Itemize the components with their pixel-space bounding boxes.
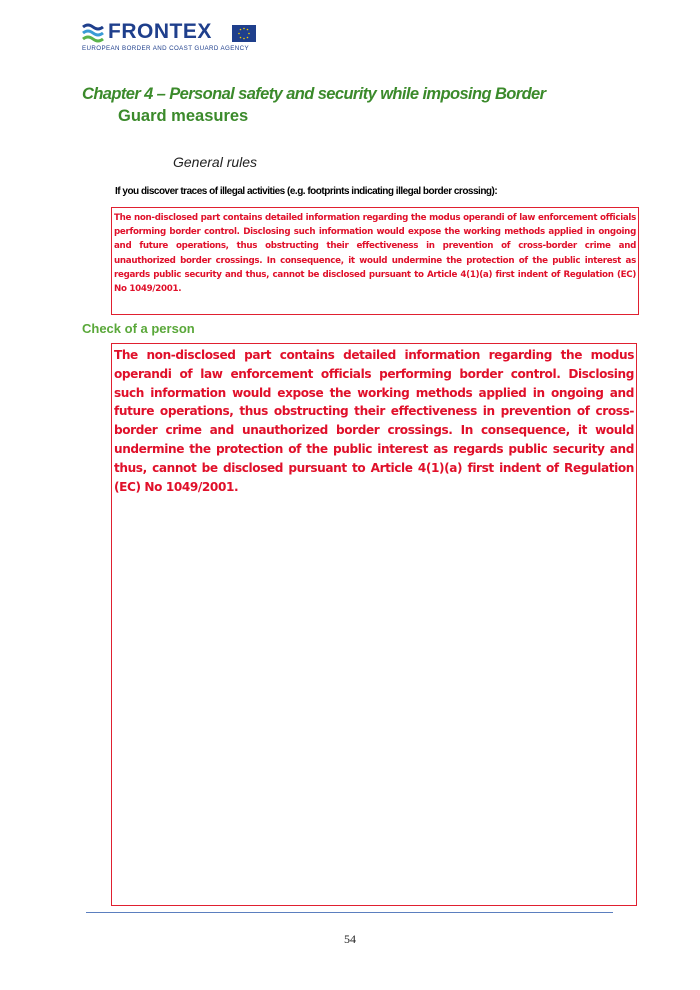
redaction-box-2 xyxy=(111,343,637,906)
redaction-notice-2: The non-disclosed part contains detailed information regarding the modus operandi of law enforcement officials performing border control. Disclosing such information would expose the working methods applied in ongoing and future operations, thus obstructing their effectiveness in prevention of cross-border crime and unauthorized border crossings. In consequence, it would undermine the protection of the public interest as regards public security and thus, cannot be disclosed pursuant to Article 4(1)(a) first indent of Regulation (EC) No 1049/2001. xyxy=(114,348,634,494)
logo-name: FRONTEX xyxy=(108,20,212,43)
redaction-notice-1: The non-disclosed part contains detailed information regarding the modus operandi of law enforcement officials performing border control. Disclosing such information would expose the working methods applied in ongoing and future operations, thus obstructing their effectiveness in prevention of cross-border crime and unauthorized border crossings. In consequence, it would undermine the protection of the public interest as regards public security and thus, cannot be disclosed pursuant to Article 4(1)(a) first indent of Regulation (EC) No 1049/2001. xyxy=(114,213,636,295)
frontex-waves-icon xyxy=(82,22,104,44)
chapter-title: Chapter 4 – Personal safety and security while imposing Border xyxy=(82,85,546,103)
logo-tagline: EUROPEAN BORDER AND COAST GUARD AGENCY xyxy=(82,45,250,52)
chapter-title-continued: Guard measures xyxy=(118,107,249,125)
footer-divider xyxy=(86,912,613,913)
eu-flag-icon xyxy=(232,25,256,42)
instruction-text: If you discover traces of illegal activities (e.g. footprints indicating illegal border crossing): xyxy=(115,186,498,197)
redaction-box-1 xyxy=(111,207,639,315)
page-number: 54 xyxy=(344,932,356,946)
frontex-logo xyxy=(82,20,262,54)
section-heading: Check of a person xyxy=(82,321,195,336)
subheading: General rules xyxy=(173,154,258,170)
